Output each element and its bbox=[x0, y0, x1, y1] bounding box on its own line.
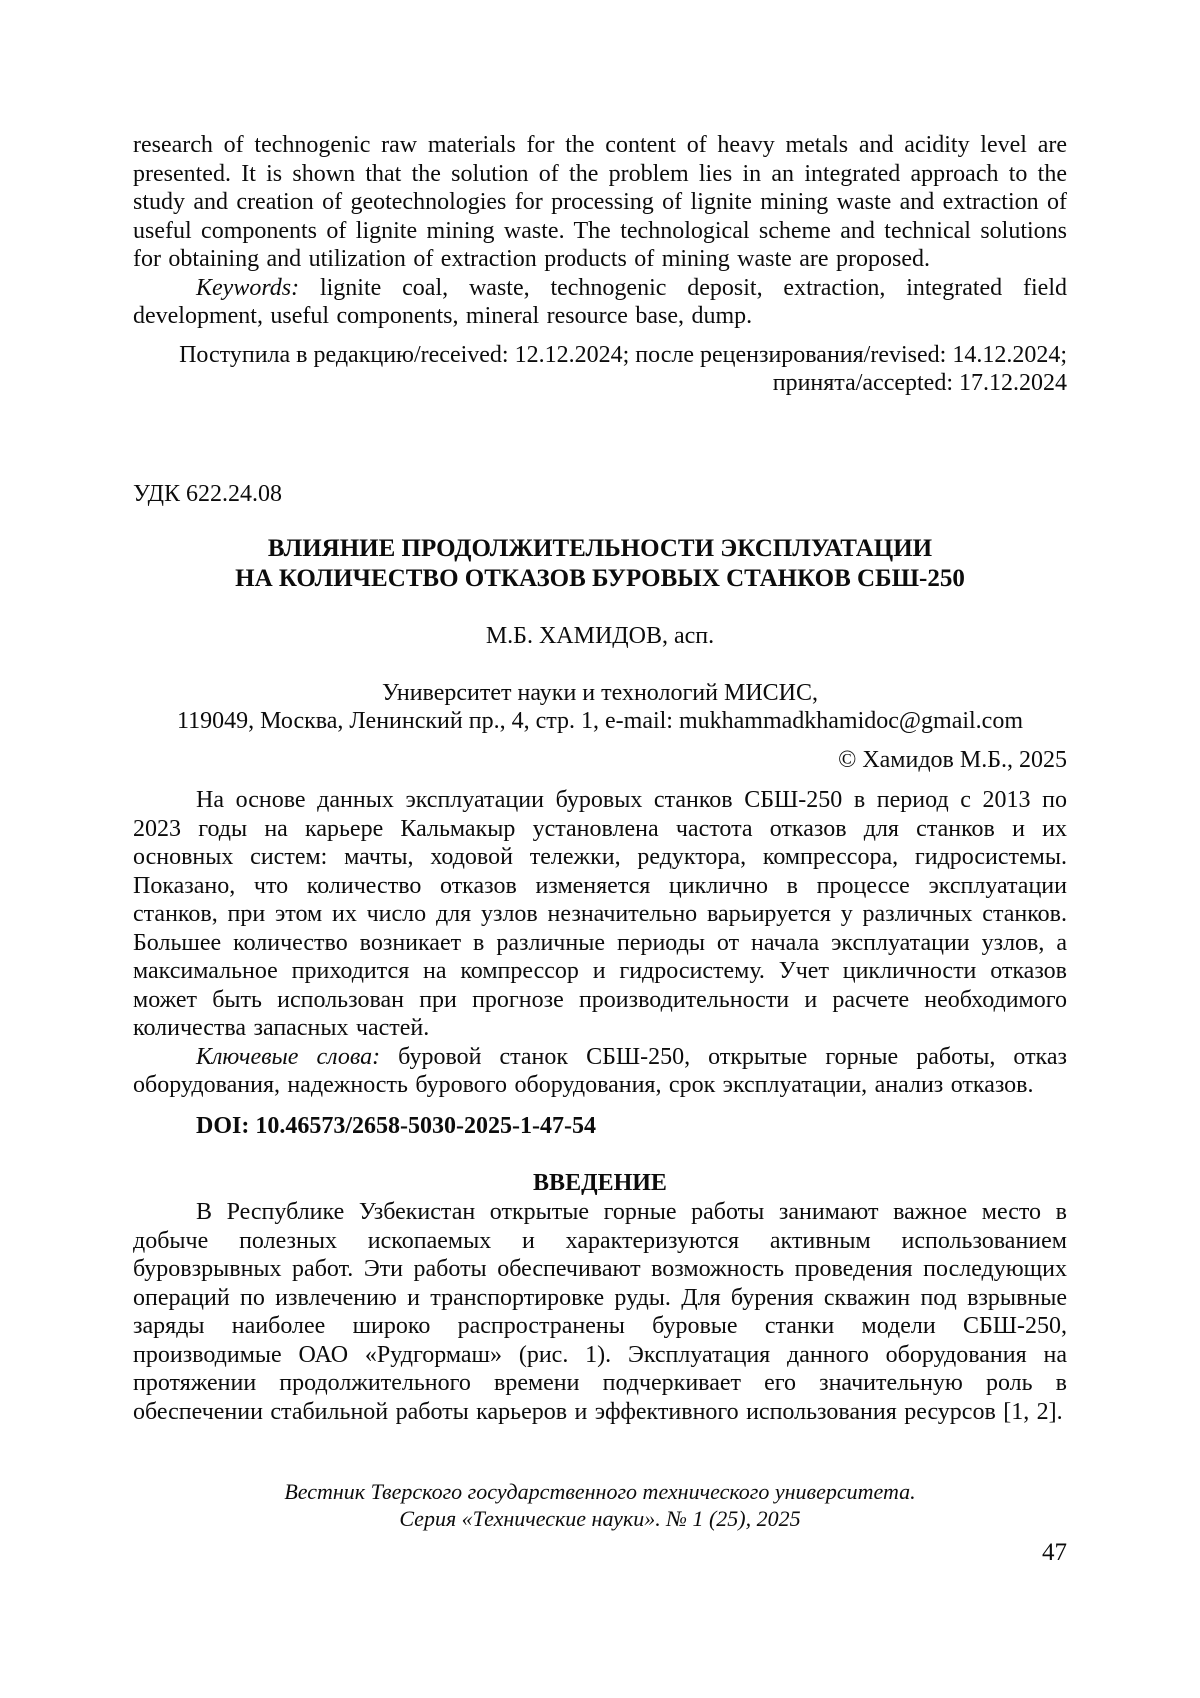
accepted-line: принята/accepted: 17.12.2024 bbox=[772, 370, 1067, 396]
received-revised-line: Поступила в редакцию/received: 12.12.2024; после рецензирования/revised: 14.12.2024; bbox=[179, 341, 1067, 368]
journal-name-line: Вестник Тверского государственного технического университета. bbox=[284, 1479, 916, 1504]
udc-code: УДК 622.24.08 bbox=[133, 480, 282, 507]
article-title-line1: ВЛИЯНИЕ ПРОДОЛЖИТЕЛЬНОСТИ ЭКСПЛУАТАЦИИ bbox=[267, 535, 933, 562]
russian-keywords-paragraph bbox=[133, 1043, 1067, 1100]
english-keywords-text: lignite coal, waste, technogenic deposit, extraction, integrated field development, useful components, mineral resource base, dump. bbox=[133, 274, 1067, 329]
english-keywords-label: Keywords: bbox=[196, 274, 300, 301]
introduction-heading: ВВЕДЕНИЕ bbox=[533, 1170, 667, 1196]
russian-keywords-label: Ключевые слова: bbox=[196, 1043, 381, 1070]
article-title-line2: НА КОЛИЧЕСТВО ОТКАЗОВ БУРОВЫХ СТАНКОВ СБШ-250 bbox=[235, 565, 965, 592]
english-keywords-paragraph bbox=[133, 274, 1067, 331]
submission-dates bbox=[133, 341, 1067, 398]
author-name: М.Б. ХАМИДОВ, асп. bbox=[485, 623, 715, 649]
page-number: 47 bbox=[1042, 1539, 1067, 1566]
doi: DOI: 10.46573/2658-5030-2025-1-47-54 bbox=[196, 1112, 596, 1139]
affiliation bbox=[133, 679, 1067, 736]
article-title bbox=[133, 534, 1067, 594]
introduction-paragraph: В Республике Узбекистан открытые горные работы занимают важное место в добыче полезных ископаемых и характеризуются активным использованием буровзрывных работ. Эти работы обеспечивают возможность проведения последующих операций по извлечению и транспортировке руды. Для бурения скважин под взрывные заряды наиболее широко распространены буровые станки модели СБШ-250, производимые ОАО «Рудгормаш» (рис. 1). Эксплуатация данного оборудования на протяжении продолжительного времени подчеркивает его значительную роль в обеспечении стабильной работы карьеров и эффективного использования ресурсов [1, 2]. bbox=[133, 1199, 1067, 1425]
affiliation-organization: Университет науки и технологий МИСИС, bbox=[381, 679, 819, 706]
journal-series-issue-line: Серия «Технические науки». № 1 (25), 2025 bbox=[399, 1506, 801, 1531]
affiliation-address-email: 119049, Москва, Ленинский пр., 4, стр. 1, e-mail: mukhammadkhamidoc@gmail.com bbox=[177, 708, 1023, 734]
copyright-notice: © Хамидов М.Б., 2025 bbox=[838, 746, 1067, 773]
russian-abstract: На основе данных эксплуатации буровых станков СБШ-250 в период с 2013 по 2023 годы на карьере Кальмакыр установлена частота отказов для станков и их основных систем: мачты, ходовой тележки, редуктора, компрессора, гидросистемы. Показано, что количество отказов изменяется циклично в процессе эксплуатации станков, при этом их число для узлов незначительно варьируется у различных станков. Большее количество возникает в различные периоды от начала эксплуатации узлов, а максимальное приходится на компрессор и гидросистему. Учет цикличности отказов может быть использован при прогнозе производительности и расчете необходимого количества запасных частей. bbox=[133, 787, 1067, 1041]
russian-keywords-text: буровой станок СБШ-250, открытые горные работы, отказ оборудования, надежность бурового оборудования, срок эксплуатации, анализ отказов. bbox=[133, 1043, 1067, 1098]
journal-footer bbox=[133, 1478, 1067, 1532]
english-abstract-continuation: research of technogenic raw materials for the content of heavy metals and acidity level are presented. It is shown that the solution of the problem lies in an integrated approach to the study and creation of geotechnologies for processing of lignite mining waste and extraction of useful components of lignite mining waste. The technological scheme and technical solutions for obtaining and utilization of extraction products of mining waste are proposed. bbox=[133, 132, 1067, 272]
